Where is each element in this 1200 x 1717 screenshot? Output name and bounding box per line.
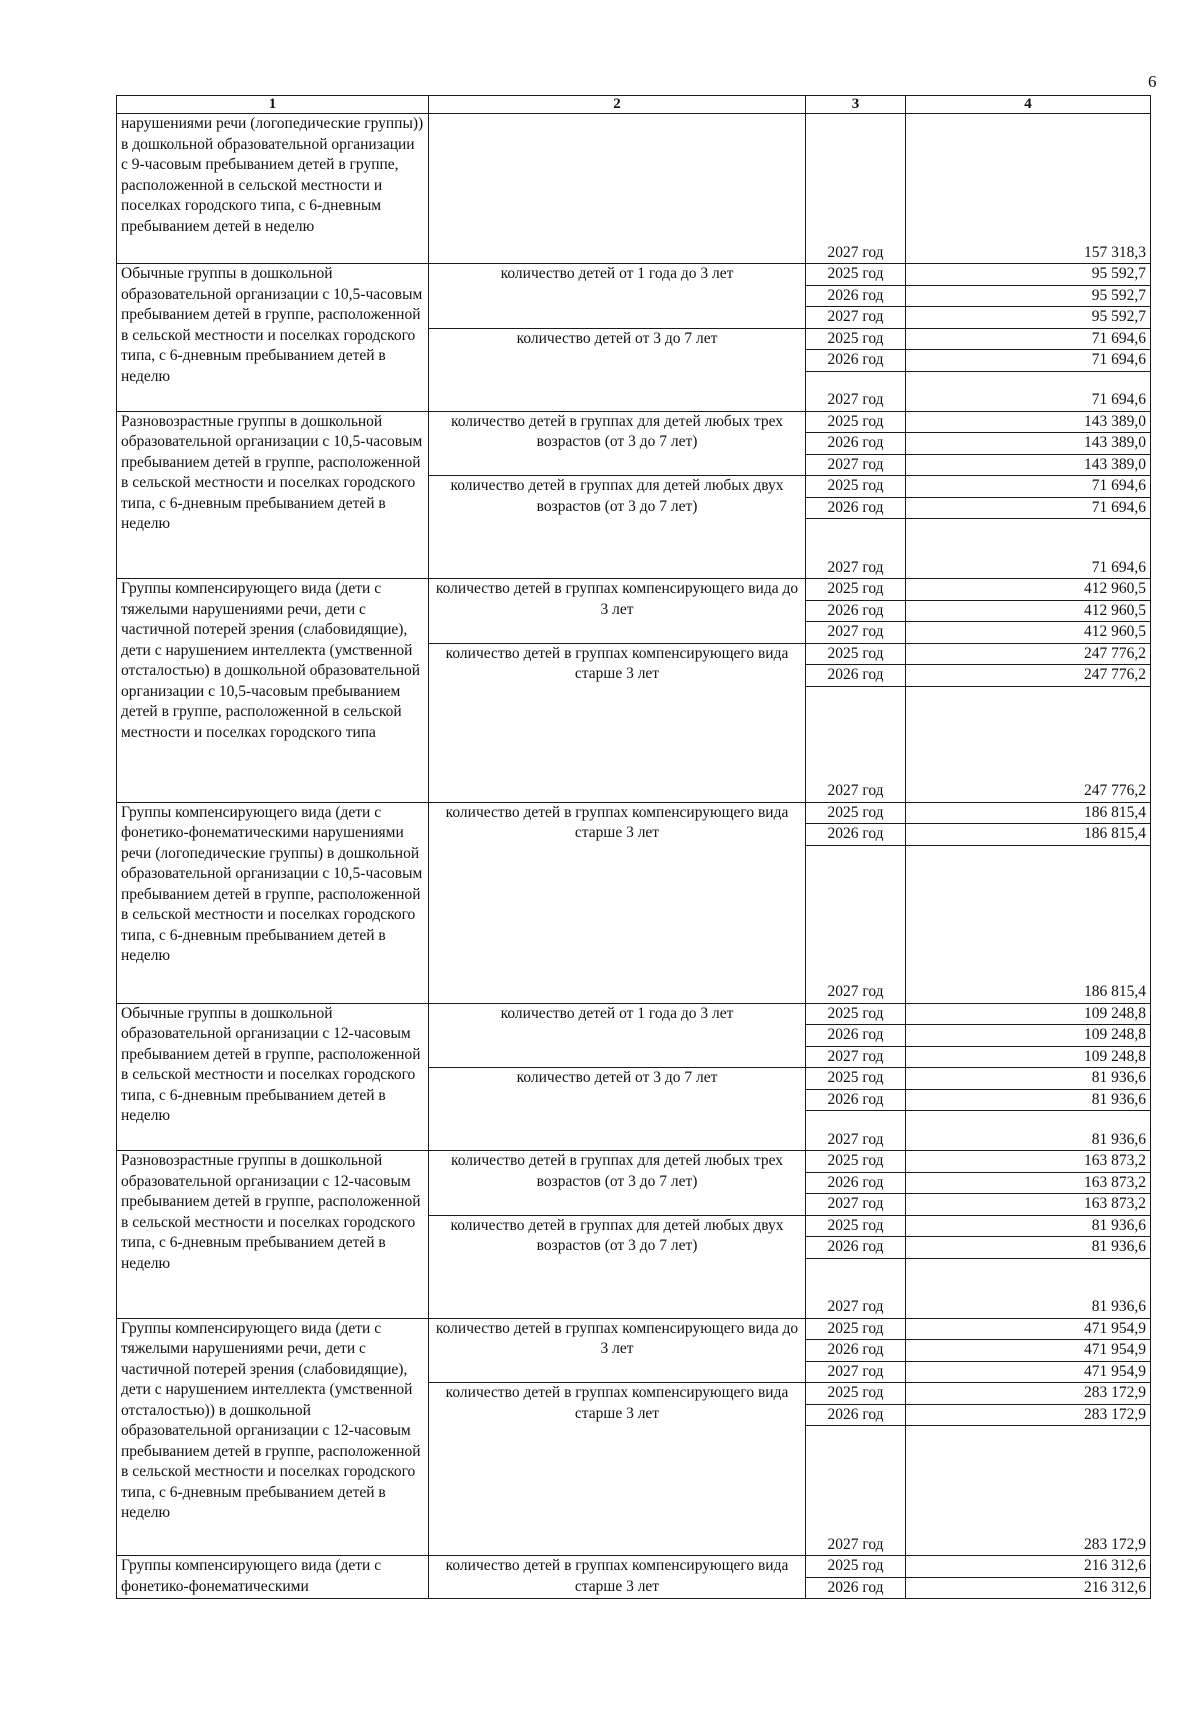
value-cell: 81 936,6: [906, 1215, 1151, 1237]
year-cell: 2027 год: [806, 1361, 906, 1383]
value-cell: 283 172,9: [906, 1426, 1151, 1556]
year-cell: 2027 год: [806, 1111, 906, 1151]
indicator-cell: количество детей от 3 до 7 лет: [429, 328, 806, 411]
year-cell: 2027 год: [806, 307, 906, 329]
indicator-cell: количество детей в группах компенсирующего вида до 3 лет: [429, 579, 806, 644]
value-cell: 143 389,0: [906, 411, 1151, 433]
value-cell: 81 936,6: [906, 1068, 1151, 1090]
value-cell: 81 936,6: [906, 1237, 1151, 1259]
value-cell: 81 936,6: [906, 1111, 1151, 1151]
value-cell: 186 815,4: [906, 845, 1151, 1003]
indicator-cell: количество детей от 3 до 7 лет: [429, 1068, 806, 1151]
value-cell: 283 172,9: [906, 1404, 1151, 1426]
indicator-cell: количество детей в группах для детей любых трех возрастов (от 3 до 7 лет): [429, 411, 806, 476]
indicator-cell: количество детей в группах компенсирующего вида старше 3 лет: [429, 1556, 806, 1599]
year-cell: 2027 год: [806, 114, 906, 264]
indicator-cell: количество детей от 1 года до 3 лет: [429, 264, 806, 329]
value-cell: 412 960,5: [906, 622, 1151, 644]
indicator-cell: [429, 114, 806, 264]
value-cell: 71 694,6: [906, 519, 1151, 579]
value-cell: 186 815,4: [906, 802, 1151, 824]
year-cell: 2026 год: [806, 1172, 906, 1194]
value-cell: 143 389,0: [906, 454, 1151, 476]
group-type-cell: Группы компенсирующего вида (дети с тяжелыми нарушениями речи, дети с частичной потерей зрения (слабовидящие), дети с нарушением интеллекта (умственной отсталостью) в дошкольной образовательной организации с 10,5-часовым пребыванием детей в группе, расположенной в сельской местности и поселках городского типа: [117, 579, 429, 803]
value-cell: 157 318,3: [906, 114, 1151, 264]
year-cell: 2026 год: [806, 1577, 906, 1599]
value-cell: 247 776,2: [906, 665, 1151, 687]
year-cell: 2027 год: [806, 845, 906, 1003]
value-cell: 471 954,9: [906, 1318, 1151, 1340]
value-cell: 71 694,6: [906, 476, 1151, 498]
value-cell: 95 592,7: [906, 307, 1151, 329]
year-cell: 2025 год: [806, 1318, 906, 1340]
value-cell: 163 873,2: [906, 1194, 1151, 1216]
year-cell: 2025 год: [806, 1068, 906, 1090]
value-cell: 71 694,6: [906, 350, 1151, 372]
value-cell: 471 954,9: [906, 1361, 1151, 1383]
group-type-cell: Обычные группы в дошкольной образовательной организации с 10,5-часовым пребыванием детей в группе, расположенной в сельской местности и поселках городского типа, с 6-дневным пребыванием детей в неделю: [117, 264, 429, 412]
group-type-cell: Группы компенсирующего вида (дети с тяжелыми нарушениями речи, дети с частичной потерей зрения (слабовидящие), дети с нарушением интеллекта (умственной отсталостью)) в дошкольной образовательной организации с 12-часовым пребыванием детей в группе, расположенной в сельской местности и поселках городского типа, с 6-дневным пребыванием детей в неделю: [117, 1318, 429, 1556]
table-row: [117, 1151, 1151, 1173]
year-cell: 2027 год: [806, 1194, 906, 1216]
page-number: 6: [1148, 72, 1157, 91]
column-header: 4: [906, 96, 1151, 114]
value-cell: 81 936,6: [906, 1089, 1151, 1111]
year-cell: 2026 год: [806, 1340, 906, 1362]
group-type-cell: Разновозрастные группы в дошкольной образовательной организации с 12-часовым пребыванием детей в группе, расположенной в сельской местности и поселках городского типа, с 6-дневным пребыванием детей в неделю: [117, 1151, 429, 1319]
indicator-cell: количество детей в группах компенсирующего вида старше 3 лет: [429, 643, 806, 802]
year-cell: 2025 год: [806, 643, 906, 665]
year-cell: 2027 год: [806, 686, 906, 802]
group-type-cell: Обычные группы в дошкольной образовательной организации с 12-часовым пребыванием детей в группе, расположенной в сельской местности и поселках городского типа, с 6-дневным пребыванием детей в неделю: [117, 1003, 429, 1151]
indicator-cell: количество детей в группах для детей любых двух возрастов (от 3 до 7 лет): [429, 1215, 806, 1318]
indicator-cell: количество детей в группах для детей любых трех возрастов (от 3 до 7 лет): [429, 1151, 806, 1216]
table-row: [117, 1003, 1151, 1025]
value-cell: 471 954,9: [906, 1340, 1151, 1362]
year-cell: 2025 год: [806, 1215, 906, 1237]
year-cell: 2026 год: [806, 1237, 906, 1259]
value-cell: 95 592,7: [906, 264, 1151, 286]
value-cell: 216 312,6: [906, 1577, 1151, 1599]
indicator-cell: количество детей в группах компенсирующего вида старше 3 лет: [429, 802, 806, 1003]
group-type-cell: нарушениями речи (логопедические группы)) в дошкольной образовательной организации с 9-часовым пребыванием детей в группе, расположенной в сельской местности и поселках городского типа, с 6-дневным пребыванием детей в неделю: [117, 114, 429, 264]
year-cell: 2026 год: [806, 1025, 906, 1047]
table-row: [117, 114, 1151, 264]
group-type-cell: Разновозрастные группы в дошкольной образовательной организации с 10,5-часовым пребыванием детей в группе, расположенной в сельской местности и поселках городского типа, с 6-дневным пребыванием детей в неделю: [117, 411, 429, 579]
value-cell: 216 312,6: [906, 1556, 1151, 1578]
value-cell: 163 873,2: [906, 1172, 1151, 1194]
value-cell: 95 592,7: [906, 285, 1151, 307]
value-cell: 81 936,6: [906, 1258, 1151, 1318]
column-header: 3: [806, 96, 906, 114]
group-type-cell: Группы компенсирующего вида (дети с фонетико-фонематическими нарушениями речи (логопедические группы) в дошкольной образовательной организации с 10,5-часовым пребыванием детей в группе, расположенной в сельской местности и поселках городского типа, с 6-дневным пребыванием детей в неделю: [117, 802, 429, 1003]
year-cell: 2025 год: [806, 1151, 906, 1173]
table-row: [117, 802, 1151, 824]
value-cell: 71 694,6: [906, 497, 1151, 519]
value-cell: 247 776,2: [906, 686, 1151, 802]
indicator-cell: количество детей в группах компенсирующего вида до 3 лет: [429, 1318, 806, 1383]
year-cell: 2027 год: [806, 1046, 906, 1068]
year-cell: 2026 год: [806, 824, 906, 846]
column-header: 1: [117, 96, 429, 114]
value-cell: 109 248,8: [906, 1046, 1151, 1068]
year-cell: 2026 год: [806, 285, 906, 307]
year-cell: 2026 год: [806, 433, 906, 455]
year-cell: 2027 год: [806, 622, 906, 644]
value-cell: 163 873,2: [906, 1151, 1151, 1173]
value-cell: 71 694,6: [906, 328, 1151, 350]
year-cell: 2027 год: [806, 454, 906, 476]
value-cell: 143 389,0: [906, 433, 1151, 455]
table-row: [117, 1556, 1151, 1578]
value-cell: 412 960,5: [906, 600, 1151, 622]
year-cell: 2025 год: [806, 579, 906, 601]
value-cell: 186 815,4: [906, 824, 1151, 846]
year-cell: 2026 год: [806, 600, 906, 622]
value-cell: 109 248,8: [906, 1025, 1151, 1047]
table-row: [117, 579, 1151, 601]
value-cell: 247 776,2: [906, 643, 1151, 665]
year-cell: 2025 год: [806, 1003, 906, 1025]
table-row: [117, 1318, 1151, 1340]
year-cell: 2027 год: [806, 371, 906, 411]
tariff-table: [116, 95, 1151, 1599]
year-cell: 2027 год: [806, 519, 906, 579]
value-cell: 71 694,6: [906, 371, 1151, 411]
column-header: 2: [429, 96, 806, 114]
table-row: [117, 411, 1151, 433]
year-cell: 2026 год: [806, 1404, 906, 1426]
year-cell: 2027 год: [806, 1426, 906, 1556]
year-cell: 2026 год: [806, 350, 906, 372]
year-cell: 2025 год: [806, 1383, 906, 1405]
year-cell: 2025 год: [806, 328, 906, 350]
group-type-cell: Группы компенсирующего вида (дети с фонетико-фонематическими: [117, 1556, 429, 1599]
indicator-cell: количество детей в группах компенсирующего вида старше 3 лет: [429, 1383, 806, 1556]
table-row: [117, 264, 1151, 286]
indicator-cell: количество детей в группах для детей любых двух возрастов (от 3 до 7 лет): [429, 476, 806, 579]
year-cell: 2025 год: [806, 476, 906, 498]
table-header-row: [117, 96, 1151, 114]
indicator-cell: количество детей от 1 года до 3 лет: [429, 1003, 806, 1068]
value-cell: 109 248,8: [906, 1003, 1151, 1025]
value-cell: 412 960,5: [906, 579, 1151, 601]
year-cell: 2026 год: [806, 497, 906, 519]
year-cell: 2025 год: [806, 264, 906, 286]
table-body: [117, 114, 1151, 1599]
year-cell: 2025 год: [806, 1556, 906, 1578]
year-cell: 2025 год: [806, 411, 906, 433]
year-cell: 2025 год: [806, 802, 906, 824]
year-cell: 2026 год: [806, 665, 906, 687]
year-cell: 2026 год: [806, 1089, 906, 1111]
value-cell: 283 172,9: [906, 1383, 1151, 1405]
year-cell: 2027 год: [806, 1258, 906, 1318]
